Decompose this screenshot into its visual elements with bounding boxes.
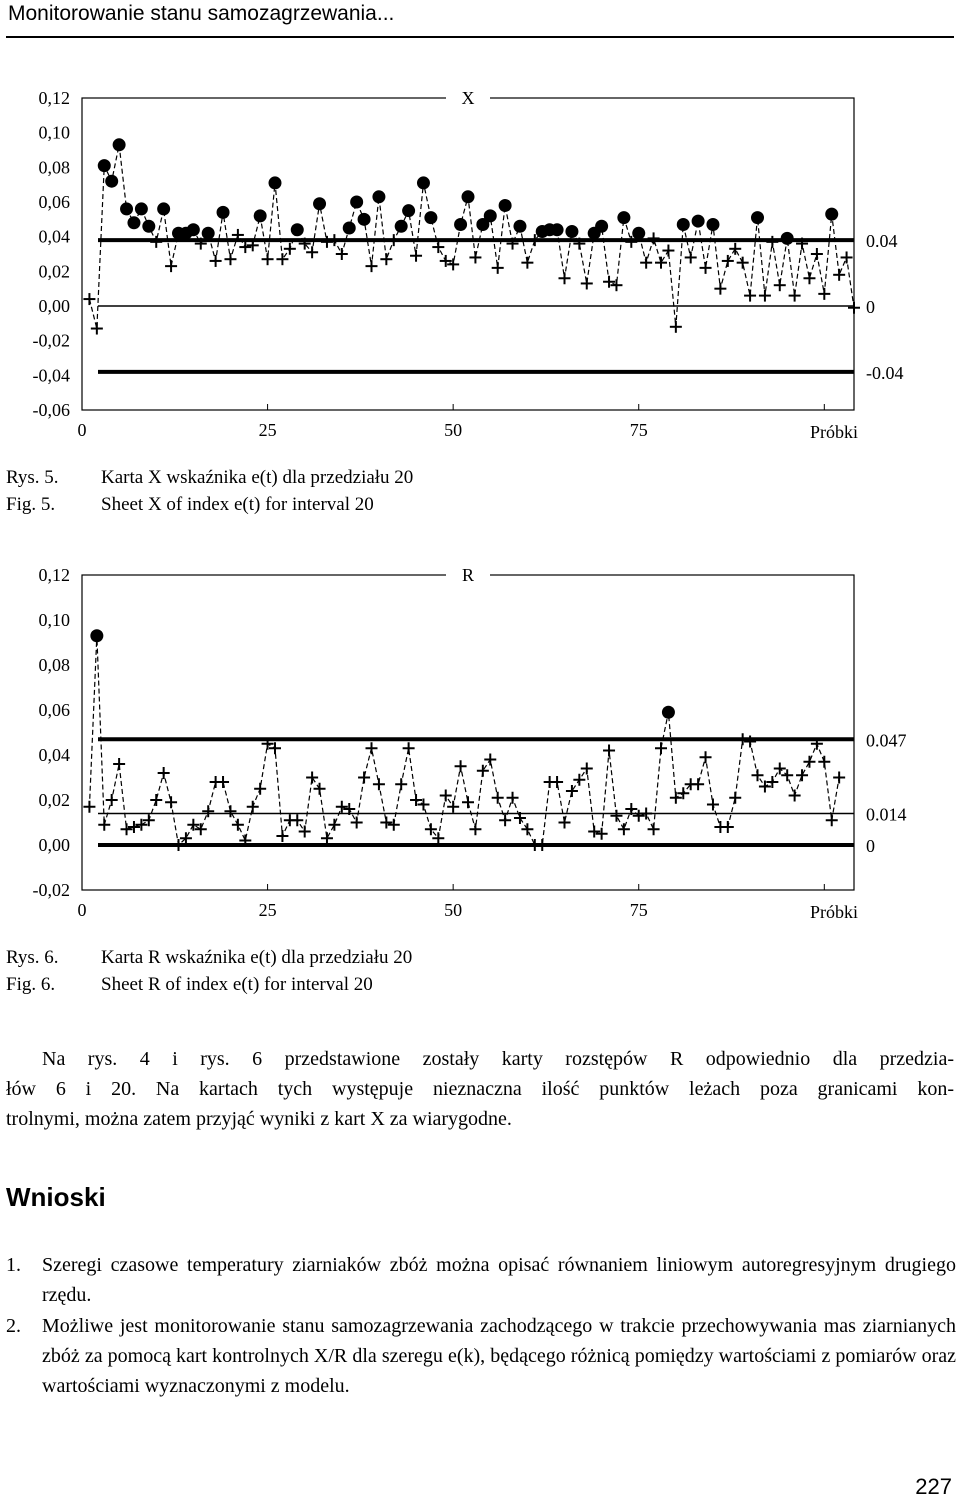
data-point (469, 823, 481, 835)
body-line-1: Na rys. 4 i rys. 6 przedstawione zostały karty rozstępów R odpowiednio dla przedzia- (42, 1048, 954, 1070)
y-tick-label: 0,04 (38, 226, 70, 247)
x-tick-label: 50 (444, 900, 463, 920)
data-point-out-of-control (105, 175, 118, 188)
data-point-out-of-control (217, 206, 230, 219)
data-point (714, 283, 726, 295)
data-point-out-of-control (632, 227, 645, 240)
page-number: 227 (915, 1474, 952, 1499)
data-point (455, 760, 467, 772)
data-point-out-of-control (825, 208, 838, 221)
data-point-out-of-control (202, 227, 215, 240)
data-point (759, 290, 771, 302)
data-point-out-of-control (343, 222, 356, 235)
data-point (262, 253, 274, 265)
data-point (106, 794, 118, 806)
y-tick-label: -0,02 (32, 330, 70, 351)
data-point (803, 272, 815, 284)
data-point (217, 776, 229, 788)
data-point-out-of-control (454, 218, 467, 231)
data-point (432, 241, 444, 253)
conclusion-item-1 (6, 1250, 956, 1310)
data-point (588, 826, 600, 838)
y-tick-label: -0,02 (32, 880, 70, 900)
y-tick-label: 0,02 (38, 790, 70, 810)
figure-6-label-pl: Rys. 6. (6, 947, 59, 968)
data-point (722, 821, 734, 833)
data-point (752, 769, 764, 781)
data-point-out-of-control (617, 211, 630, 224)
conclusion-number-2: 2. (6, 1315, 21, 1337)
x-tick-label: 25 (258, 420, 277, 440)
data-point-out-of-control (692, 215, 705, 228)
data-point (841, 251, 853, 263)
data-point (224, 805, 236, 817)
data-point (158, 767, 170, 779)
data-point (321, 832, 333, 844)
data-point-out-of-control (781, 232, 794, 245)
data-point (818, 756, 830, 768)
data-point-out-of-control (350, 196, 363, 209)
data-point (492, 792, 504, 804)
data-point (648, 232, 660, 244)
y-tick-label: -0,06 (32, 400, 70, 420)
chart-title: X (461, 88, 475, 108)
data-point (395, 778, 407, 790)
data-point (596, 828, 608, 840)
data-point-out-of-control (395, 220, 408, 233)
data-point (744, 290, 756, 302)
data-point (670, 321, 682, 333)
figure-6-label-en: Fig. 6. (6, 974, 56, 995)
data-point-out-of-control (135, 202, 148, 215)
data-point-out-of-control (187, 223, 200, 236)
data-point (648, 823, 660, 835)
r-control-chart (0, 548, 960, 933)
data-point (818, 288, 830, 300)
data-point (610, 810, 622, 822)
data-point (781, 769, 793, 781)
data-point (306, 772, 318, 784)
data-point (848, 302, 860, 314)
data-point (351, 817, 363, 829)
data-point (737, 733, 749, 745)
data-point (291, 814, 303, 826)
data-point (581, 277, 593, 289)
data-point (811, 248, 823, 260)
data-point (336, 248, 348, 260)
section-title: Wnioski (6, 1182, 106, 1212)
data-point-out-of-control (462, 190, 475, 203)
conclusion-text-2: Możliwe jest monitorowanie stanu samozagrzewania zachodzącego w trakcie przechowywania mas ziarnianych zbóż za pomocą kart kontrolnych X/R dla szeregu e(k), będącego różnicą pomiędzy wartościami z pomiarów oraz wartościami wyznaczonymi z modelu. (42, 1315, 956, 1397)
figure-5-caption (6, 464, 413, 518)
data-point (276, 830, 288, 842)
data-point (254, 783, 266, 795)
data-point (826, 814, 838, 826)
data-point (655, 257, 667, 269)
data-point (447, 801, 459, 813)
data-point (559, 817, 571, 829)
data-point-out-of-control (499, 199, 512, 212)
data-point-out-of-control (662, 706, 675, 719)
data-point (640, 808, 652, 820)
data-point (536, 839, 548, 851)
data-point-out-of-control (706, 218, 719, 231)
data-point-out-of-control (565, 225, 578, 238)
header-rule (6, 36, 954, 38)
x-tick-label: 0 (77, 900, 87, 920)
control-limit-label: -0.04 (866, 362, 904, 383)
data-point (380, 253, 392, 265)
data-point (521, 823, 533, 835)
y-tick-label: 0,12 (38, 88, 70, 108)
data-point (492, 262, 504, 274)
data-point (321, 236, 333, 248)
y-tick-label: 0,00 (38, 835, 70, 855)
data-point (83, 293, 95, 305)
data-point (380, 817, 392, 829)
chart-title: R (461, 565, 475, 585)
data-point (462, 796, 474, 808)
y-tick-label: 0,06 (38, 700, 70, 720)
data-point-out-of-control (254, 209, 267, 222)
control-limit-label: 0.04 (866, 231, 898, 252)
y-tick-label: 0,12 (38, 565, 70, 585)
data-point (91, 323, 103, 335)
data-point (165, 796, 177, 808)
data-point (276, 253, 288, 265)
data-point-out-of-control (417, 176, 430, 189)
data-point (722, 255, 734, 267)
control-limit-label: 0 (866, 836, 875, 856)
conclusion-item-2 (6, 1311, 956, 1401)
x-axis-label: Próbki (809, 422, 858, 442)
data-point (566, 785, 578, 797)
conclusion-text-1: Szeregi czasowe temperatury ziarniaków zbóż można opisać równaniem liniowym autoregresyjnym drugiego rzędu. (42, 1254, 956, 1306)
data-point (700, 751, 712, 763)
data-point (388, 819, 400, 831)
x-control-chart (0, 70, 960, 450)
data-point (559, 272, 571, 284)
control-limit-label: 0 (866, 297, 875, 317)
data-point-out-of-control (751, 211, 764, 224)
data-point (521, 257, 533, 269)
data-point-out-of-control (127, 216, 140, 229)
data-point (618, 823, 630, 835)
data-point (640, 257, 652, 269)
data-point (833, 269, 845, 281)
data-point (403, 742, 415, 754)
data-point (366, 742, 378, 754)
y-tick-label: 0,08 (38, 157, 70, 178)
x-tick-label: 75 (629, 420, 648, 440)
data-point (366, 260, 378, 272)
data-point (388, 234, 400, 246)
data-point-out-of-control (551, 223, 564, 236)
data-point (113, 758, 125, 770)
data-point (247, 801, 259, 813)
data-point (336, 801, 348, 813)
data-point (581, 763, 593, 775)
data-point-out-of-control (90, 629, 103, 642)
figure-6-caption (6, 944, 412, 998)
y-tick-label: -0,04 (32, 365, 70, 386)
body-paragraph (6, 1044, 954, 1134)
data-point (507, 792, 519, 804)
figure-5-label-en: Fig. 5. (6, 494, 56, 515)
x-tick-label: 0 (77, 420, 87, 440)
data-point (692, 778, 704, 790)
data-point (484, 754, 496, 766)
figure-5-label-pl: Rys. 5. (6, 467, 59, 488)
data-point-out-of-control (157, 202, 170, 215)
y-tick-label: 0,10 (38, 610, 70, 630)
data-point (662, 245, 674, 257)
data-point (83, 801, 95, 813)
data-point-out-of-control (120, 202, 133, 215)
data-point (633, 810, 645, 822)
data-point (655, 742, 667, 754)
data-point (328, 819, 340, 831)
data-point-out-of-control (513, 220, 526, 233)
data-point (603, 745, 615, 757)
figure-6-text-en: Sheet R of index e(t) for interval 20 (101, 974, 373, 995)
data-point (833, 772, 845, 784)
data-point-out-of-control (677, 218, 690, 231)
data-point (766, 236, 778, 248)
body-line-3: trolnymi, można zatem przyjąć wyniki z kart X za wiarygodne. (6, 1108, 512, 1130)
x-tick-label: 75 (629, 900, 648, 920)
data-point (314, 783, 326, 795)
plot-frame (82, 575, 854, 890)
control-limit-label: 0.014 (866, 804, 907, 825)
y-tick-label: 0,10 (38, 122, 70, 143)
running-header: Monitorowanie stanu samozagrzewania... (8, 2, 395, 25)
data-point (373, 778, 385, 790)
data-point-out-of-control (358, 213, 371, 226)
figure-5-text-pl: Karta X wskaźnika e(t) dla przedziału 20 (101, 467, 414, 488)
conclusion-number-1: 1. (6, 1254, 21, 1276)
data-point (774, 279, 786, 291)
x-axis-label: Próbki (809, 902, 858, 922)
data-point (440, 790, 452, 802)
data-point (469, 251, 481, 263)
data-point (328, 234, 340, 246)
data-point-out-of-control (595, 220, 608, 233)
y-tick-label: 0,00 (38, 296, 70, 316)
data-point (774, 763, 786, 775)
data-point (121, 823, 133, 835)
x-tick-label: 25 (258, 900, 277, 920)
data-point-out-of-control (484, 209, 497, 222)
y-tick-label: 0,08 (38, 655, 70, 675)
data-point (477, 765, 489, 777)
data-point-out-of-control (402, 204, 415, 217)
data-point (150, 794, 162, 806)
data-point (98, 819, 110, 831)
data-point-out-of-control (313, 197, 326, 210)
data-point-out-of-control (372, 190, 385, 203)
y-tick-label: 0,06 (38, 192, 70, 212)
x-tick-label: 50 (444, 420, 463, 440)
data-point-out-of-control (424, 211, 437, 224)
data-point (789, 790, 801, 802)
data-point (410, 250, 422, 262)
data-point (239, 241, 251, 253)
control-limit-label: 0.047 (866, 730, 907, 751)
y-tick-label: 0,04 (38, 745, 70, 765)
data-point (284, 243, 296, 255)
data-point-out-of-control (291, 223, 304, 236)
data-point (700, 262, 712, 274)
data-point (150, 236, 162, 248)
data-point (202, 805, 214, 817)
data-point-out-of-control (269, 176, 282, 189)
data-point (232, 819, 244, 831)
data-point-out-of-control (142, 220, 155, 233)
data-point (685, 251, 697, 263)
data-point (789, 290, 801, 302)
data-point (737, 257, 749, 269)
data-point (128, 821, 140, 833)
body-line-2: łów 6 i 20. Na kartach tych występuje nieznaczna ilość punktów leżach poza granicami kon- (6, 1078, 954, 1100)
figure-6-text-pl: Karta R wskaźnika e(t) dla przedziału 20 (101, 947, 413, 968)
data-point (358, 772, 370, 784)
data-point-out-of-control (113, 138, 126, 151)
data-point (299, 826, 311, 838)
data-point (803, 756, 815, 768)
data-point (551, 776, 563, 788)
data-point (707, 799, 719, 811)
data-point (499, 814, 511, 826)
data-point (224, 253, 236, 265)
data-point (729, 243, 741, 255)
data-point (573, 774, 585, 786)
y-tick-label: 0,02 (38, 261, 70, 282)
data-point (796, 769, 808, 781)
data-point (729, 792, 741, 804)
figure-5-text-en: Sheet X of index e(t) for interval 20 (101, 494, 374, 515)
data-point (210, 255, 222, 267)
data-point (165, 260, 177, 272)
data-point-out-of-control (98, 159, 111, 172)
